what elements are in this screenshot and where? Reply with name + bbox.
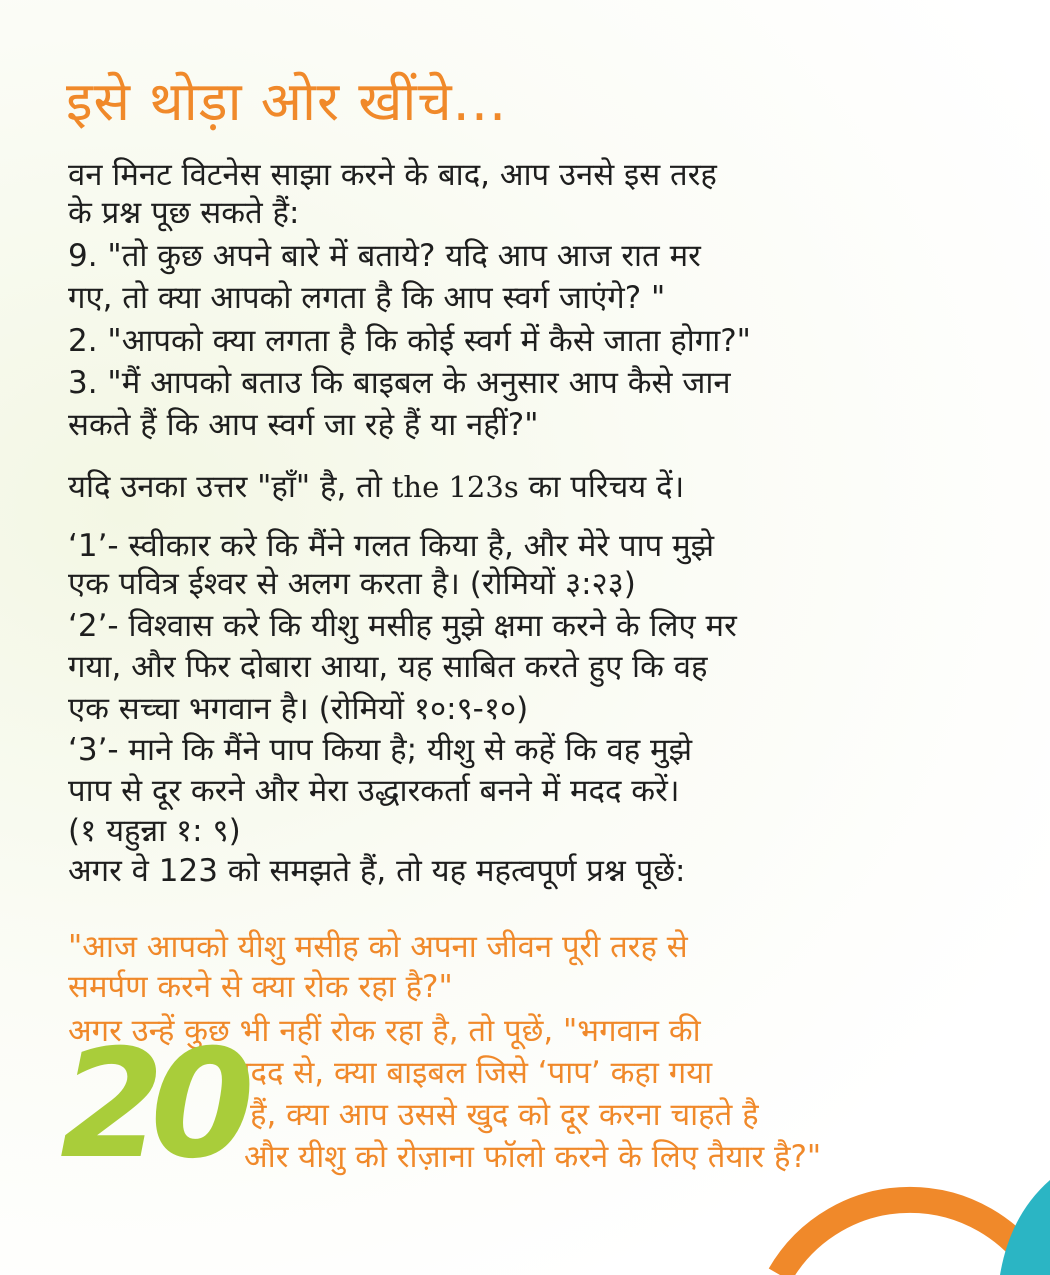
- step-2-line-2: गया, और फिर दोबारा आया, यह साबित करते हुए कि वह: [68, 649, 708, 685]
- page-number: 20: [60, 1018, 241, 1192]
- question-2: 2. "आपको क्या लगता है कि कोई स्वर्ग में कैसे जाता होगा?": [68, 323, 751, 359]
- step-1-line-2: एक पवित्र ईश्वर से अलग करता है। (रोमियों ३:२३): [68, 566, 636, 602]
- step-3-line-1: ‘3’- माने कि मैंने पाप किया है; यीशु से कहें कि वह मुझे: [68, 732, 693, 768]
- question-1-line-2: गए, तो क्या आपको लगता है कि आप स्वर्ग जाएंगे? ": [68, 280, 666, 316]
- step-1-line-1: ‘1’- स्वीकार करे कि मैंने गलत किया है, और मेरे पाप मुझे: [68, 528, 715, 564]
- question-3-line-2: सकते हैं कि आप स्वर्ग जा रहे हैं या नहीं?": [68, 407, 539, 443]
- page-title: इसे थोड़ा ओर खींचे...: [66, 70, 508, 133]
- orange-ring-knob: [886, 1192, 912, 1212]
- intro-line-1: वन मिनट विटनेस साझा करने के बाद, आप उनसे इस तरह: [68, 157, 717, 193]
- key-question-intro: अगर वे 123 को समझते हैं, तो यह महत्वपूर्ण प्रश्न पूछें:: [68, 853, 686, 889]
- answer-suffix: का परिचय दें।: [528, 469, 685, 505]
- question-3-line-1: 3. "मैं आपको बताउ कि बाइबल के अनुसार आप कैसे जान: [68, 365, 731, 401]
- answer-prefix: यदि उनका उत्तर "हाँ" है, तो: [68, 469, 382, 505]
- intro-line-2: के प्रश्न पूछ सकते हैं:: [68, 195, 300, 231]
- step-2-line-1: ‘2’- विश्वास करे कि यीशु मसीह मुझे क्षमा करने के लिए मर: [68, 608, 737, 644]
- closing-line-3: अगर उन्हें कुछ भी नहीं रोक रहा है, तो पूछें, "भगवान की: [68, 1013, 701, 1049]
- question-1-line-1: 9. "तो कुछ अपने बारे में बताये? यदि आप आज रात मर: [68, 238, 701, 274]
- answer-english: the 123s: [391, 470, 519, 504]
- closing-line-2: समर्पण करने से क्या रोक रहा है?": [68, 969, 453, 1005]
- step-3-reference: (१ यहुन्ना १: ९): [68, 813, 241, 849]
- closing-line-4: मदद से, क्या बाइबल जिसे ‘पाप’ कहा गया: [232, 1055, 713, 1091]
- step-3-line-2: पाप से दूर करने और मेरा उद्धारकर्ता बनने में मदद करें।: [68, 773, 680, 809]
- step-2-line-3: एक सच्चा भगवान है। (रोमियों १०:९-१०): [68, 691, 529, 727]
- answer-line: [68, 468, 684, 506]
- closing-line-5: हैं, क्या आप उससे खुद को दूर करना चाहते है: [250, 1097, 759, 1133]
- closing-line-1: "आज आपको यीशु मसीह को अपना जीवन पूरी तरह से: [68, 929, 688, 965]
- closing-line-6: और यीशु को रोज़ाना फॉलो करने के लिए तैयार है?": [244, 1139, 822, 1175]
